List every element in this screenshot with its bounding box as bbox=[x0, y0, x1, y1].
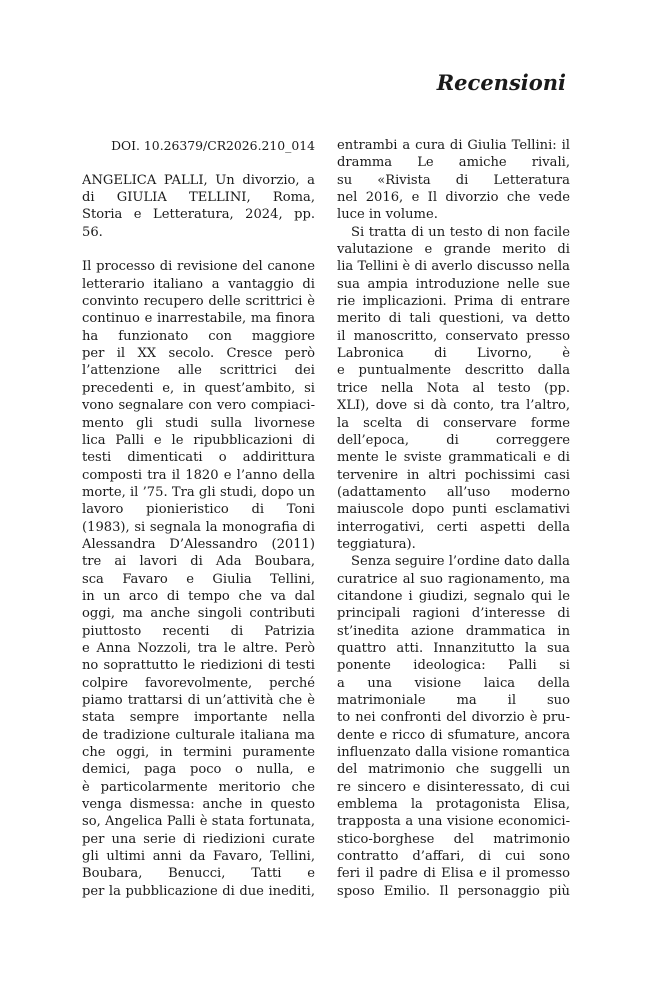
citation-line: ANGELICA PALLI, Un divorzio, a bbox=[82, 172, 315, 188]
paragraph-line: a una visione laica della bbox=[337, 675, 570, 691]
running-head: Recensioni bbox=[436, 70, 566, 95]
paragraph-line: convinto recupero delle scrittrici è bbox=[82, 294, 315, 310]
paragraph-line: citandone i giudizi, segnalo qui le bbox=[337, 588, 570, 604]
paragraph-line: nel 2016, e Il divorzio che vede bbox=[337, 190, 570, 206]
paragraph-line: mento gli studi sulla livornese bbox=[82, 415, 315, 431]
paragraph-line: sca Favaro e Giulia Tellini, bbox=[82, 571, 315, 587]
paragraph-line: Labronica di Livorno, è bbox=[337, 346, 570, 362]
paragraph-line: continuo e inarrestabile, ma finora bbox=[82, 311, 315, 327]
paragraph-line: rie implicazioni. Prima di entrare bbox=[337, 294, 570, 310]
citation-line: 56. bbox=[82, 224, 103, 240]
paragraph-line: ha funzionato con maggiore bbox=[82, 328, 315, 344]
paragraph-line: del matrimonio che suggelli un bbox=[337, 762, 570, 778]
paragraph-line: teggiatura). bbox=[337, 536, 416, 552]
paragraph-line: principali ragioni d’interesse di bbox=[337, 606, 570, 622]
paragraph-line: l’attenzione alle scrittrici dei bbox=[82, 363, 315, 379]
paragraph-line: per una serie di riedizioni curate bbox=[82, 831, 315, 847]
paragraph-line: re sincero e disinteressato, di cui bbox=[337, 779, 570, 795]
paragraph-line: mente le sviste grammaticali e di bbox=[337, 450, 570, 466]
paragraph-line: emblema la protagonista Elisa, bbox=[337, 797, 570, 813]
paragraph-line: entrambi a cura di Giulia Tellini: il bbox=[337, 138, 570, 153]
paragraph-line: (1983), si segnala la monografia di bbox=[82, 519, 315, 535]
paragraph-line: precedenti e, in quest’ambito, si bbox=[82, 380, 315, 396]
paragraph-line: luce in volume. bbox=[337, 207, 438, 223]
paragraph-line: to nei confronti del divorzio è pru- bbox=[337, 710, 570, 726]
paragraph-line: Il processo di revisione del canone bbox=[82, 259, 315, 275]
paragraph-line: curatrice al suo ragionamento, ma bbox=[337, 571, 570, 587]
paragraph-line: dramma Le amiche rivali, bbox=[337, 155, 570, 171]
paragraph-line: interrogativi, certi aspetti della bbox=[337, 519, 570, 535]
paragraph-line: e Anna Nozzoli, tra le altre. Però bbox=[82, 640, 315, 656]
paragraph-line: sposo Emilio. Il personaggio più bbox=[337, 883, 570, 899]
paragraph-line: tre ai lavori di Ada Boubara, bbox=[82, 554, 315, 570]
paragraph-line: matrimoniale ma il suo bbox=[337, 693, 570, 708]
paragraph-line: per il XX secolo. Cresce però bbox=[82, 346, 315, 362]
paragraph-line: colpire favorevolmente, perché bbox=[82, 675, 315, 691]
paragraph-line: dente e ricco di sfumature, ancora bbox=[337, 727, 570, 743]
paragraph-line: influenzato dalla visione romantica bbox=[337, 745, 570, 761]
paragraph-line: de tradizione culturale italiana ma bbox=[82, 727, 315, 743]
paragraph-line: testi dimenticati o addirittura bbox=[82, 450, 315, 466]
paragraph-line: ponente ideologica: Palli si bbox=[337, 658, 570, 674]
paragraph-line: venga dismessa: anche in questo bbox=[82, 797, 315, 813]
paragraph-line: tervenire in altri pochissimi casi bbox=[337, 467, 570, 483]
doi-line: DOI. 10.26379/CR2026.210_014 bbox=[111, 138, 315, 153]
paragraph-line: la scelta di conservare forme bbox=[337, 415, 570, 431]
paragraph-line: (adattamento all’uso moderno bbox=[337, 484, 570, 500]
paragraph-line: composti tra il 1820 e l’anno della bbox=[82, 467, 315, 483]
left-column bbox=[82, 137, 315, 900]
paragraph-line: per la pubblicazione di due inediti, bbox=[82, 883, 315, 899]
paragraph-line: contratto d’affari, di cui sono bbox=[337, 849, 570, 865]
paragraph-line: merito di tali questioni, va detto bbox=[337, 311, 570, 327]
paragraph-line: letterario italiano a vantaggio di bbox=[82, 276, 315, 292]
paragraph-line: il manoscritto, conservato presso bbox=[337, 328, 570, 344]
citation-line: Storia e Letteratura, 2024, pp. bbox=[82, 207, 315, 223]
paragraph-line: sua ampia introduzione nelle sue bbox=[337, 276, 570, 292]
paragraph-line: lica Palli e le ripubblicazioni di bbox=[82, 432, 315, 448]
paragraph-line: dell’epoca, di correggere bbox=[337, 432, 570, 448]
paragraph-line: trice nella Nota al testo (pp. bbox=[337, 380, 570, 396]
paragraph-line: è particolarmente meritorio che bbox=[82, 779, 315, 795]
paragraph-line: quattro atti. Innanzitutto la sua bbox=[337, 640, 570, 656]
paragraph-line: st’inedita azione drammatica in bbox=[337, 623, 570, 639]
paragraph-line: lavoro pionieristico di Toni bbox=[82, 502, 315, 518]
paragraph-line: in un arco di tempo che va dal bbox=[82, 588, 315, 604]
citation-line: di GIULIA TELLINI, Roma, bbox=[82, 190, 315, 206]
paragraph-line: gli ultimi anni da Favaro, Tellini, bbox=[82, 849, 315, 865]
paragraph-line: piamo trattarsi di un’attività che è bbox=[82, 693, 315, 708]
paragraph-line: oggi, ma anche singoli contributi bbox=[82, 606, 315, 622]
paragraph-line: stico-borghese del matrimonio bbox=[337, 831, 570, 847]
paragraph-line: vono segnalare con vero compiaci- bbox=[82, 398, 315, 414]
paragraph-line: XLI), dove si dà conto, tra l’altro, bbox=[337, 398, 570, 414]
paragraph-line: Boubara, Benucci, Tatti e bbox=[82, 866, 315, 882]
paragraph-line: Alessandra D’Alessandro (2011) bbox=[82, 536, 315, 552]
paragraph-line: demici, paga poco o nulla, e bbox=[82, 762, 315, 778]
paragraph-line: no soprattutto le riedizioni di testi bbox=[82, 658, 315, 674]
paragraph-line: piuttosto recenti di Patrizia bbox=[82, 623, 315, 639]
paragraph-line: e puntualmente descritto dalla bbox=[337, 363, 570, 379]
paragraph-line: stata sempre importante nella bbox=[82, 710, 315, 726]
paragraph-line: Si tratta di un testo di non facile bbox=[351, 224, 570, 240]
paragraph-line: lia Tellini è di averlo discusso nella bbox=[337, 259, 570, 275]
paragraph-line: valutazione e grande merito di bbox=[337, 242, 570, 258]
paragraph-line: maiuscole dopo punti esclamativi bbox=[337, 502, 570, 518]
right-column bbox=[337, 137, 570, 900]
paragraph-line: su «Rivista di Letteratura bbox=[337, 172, 570, 188]
paragraph-line: feri il padre di Elisa e il promesso bbox=[337, 866, 570, 882]
paragraph-line: trapposta a una visione economici- bbox=[337, 814, 570, 830]
paragraph-line: Senza seguire l’ordine dato dalla bbox=[351, 554, 570, 570]
paragraph-line: so, Angelica Palli è stata fortunata, bbox=[82, 814, 315, 830]
paragraph-line: morte, il ’75. Tra gli studi, dopo un bbox=[82, 484, 315, 500]
paragraph-line: che oggi, in termini puramente bbox=[82, 745, 315, 761]
